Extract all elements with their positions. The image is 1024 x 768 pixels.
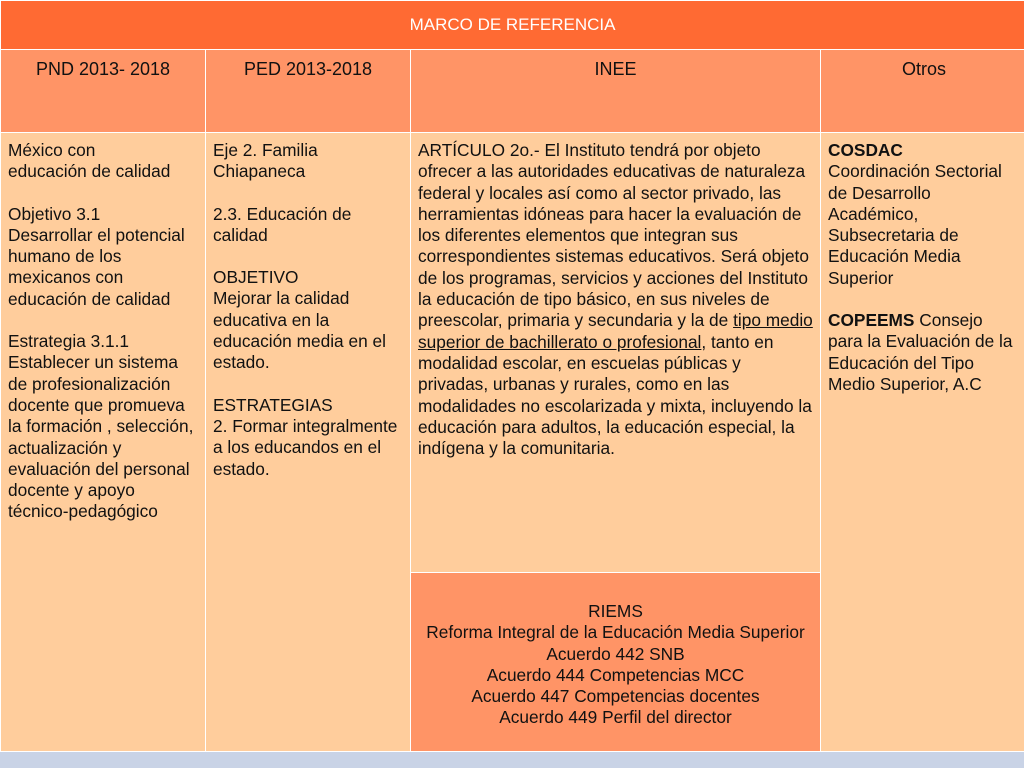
bottom-strip: [0, 752, 1024, 768]
cosdac-text: Coordinación Sectorial de Desarrollo Académico, Subsecretaria de Educación Media Superior: [828, 161, 1002, 288]
inee-text-underlined: tipo medio superior de bachillerato o profesional: [418, 310, 813, 352]
pnd-objective-text: Desarrollar el potencial humano de los mexicanos con educación de calidad: [8, 224, 185, 309]
riems-line: Acuerdo 449 Perfil del director: [499, 707, 732, 728]
ped-objective-title: OBJETIVO: [213, 267, 299, 288]
ped-objective-text: Mejorar la calidad educativa en la educación media en el estado.: [213, 288, 386, 373]
riems-line: Acuerdo 442 SNB: [546, 643, 685, 664]
riems-line: RIEMS: [588, 601, 643, 621]
ped-cell: [206, 133, 411, 752]
pnd-line1: México con: [8, 140, 96, 160]
copeems-title: COPEEMS: [828, 310, 915, 331]
body-row: [1, 133, 1024, 573]
header-pnd: PND 2013- 2018: [1, 50, 206, 133]
pnd-strategy-title: Estrategia 3.1.1: [8, 331, 130, 352]
inee-text-a: ARTÍCULO 2o.- El Instituto tendrá por objeto ofrecer a las autoridades educativas de naturaleza federal y locales así como al sector privado, las herramientas idóneas para hacer la evaluación de los diferentes elementos que integran sus correspondientes sistemas educativos. Será objeto de los programas, servicios y acciones del Instituto la educación de tipo básico, en sus niveles de preescolar, primaria y secundaria y la de: [418, 140, 809, 331]
ped-eje: Eje 2. Familia Chiapaneca: [213, 140, 318, 182]
riems-line: Acuerdo 444 Competencias MCC: [486, 664, 745, 685]
ped-strategy-title: ESTRATEGIAS: [213, 394, 333, 415]
riems-cell: [411, 573, 821, 752]
table-title: MARCO DE REFERENCIA: [1, 1, 1024, 50]
inee-text-b: , tanto en modalidad escolar, en escuelas públicas y privadas, urbanas y rurales, como en las modalidades no escolarizada y mixta, incluyendo la educación para adultos, la educación especial, la indígena y la comunitaria.: [418, 331, 812, 459]
header-row: [1, 50, 1024, 133]
header-ped: PED 2013-2018: [206, 50, 411, 133]
pnd-cell: [1, 133, 206, 752]
inee-cell: [411, 133, 821, 573]
cosdac-title: COSDAC: [828, 140, 903, 160]
header-otros: Otros: [821, 50, 1024, 133]
pnd-line2: educación de calidad: [8, 161, 171, 182]
pnd-objective-title: Objetivo 3.1: [8, 203, 101, 224]
pnd-strategy-text: Establecer un sistema de profesionalización docente que promueva la formación , selección, actualización y evaluación del personal docente y apoyo técnico-pedagógico: [8, 352, 194, 522]
title-row: [1, 1, 1024, 50]
ped-subtitle: 2.3. Educación de calidad: [213, 203, 352, 245]
riems-line: Acuerdo 447 Competencias docentes: [471, 686, 760, 707]
otros-cell: [821, 133, 1024, 752]
riems-line: Reforma Integral de la Educación Media Superior: [426, 622, 805, 643]
ped-strategy-text: 2. Formar integralmente a los educandos en el estado.: [213, 415, 398, 479]
header-inee: INEE: [411, 50, 821, 133]
copeems-text: Consejo para la Evaluación de la Educación del Tipo Medio Superior, A.C: [828, 310, 1013, 394]
